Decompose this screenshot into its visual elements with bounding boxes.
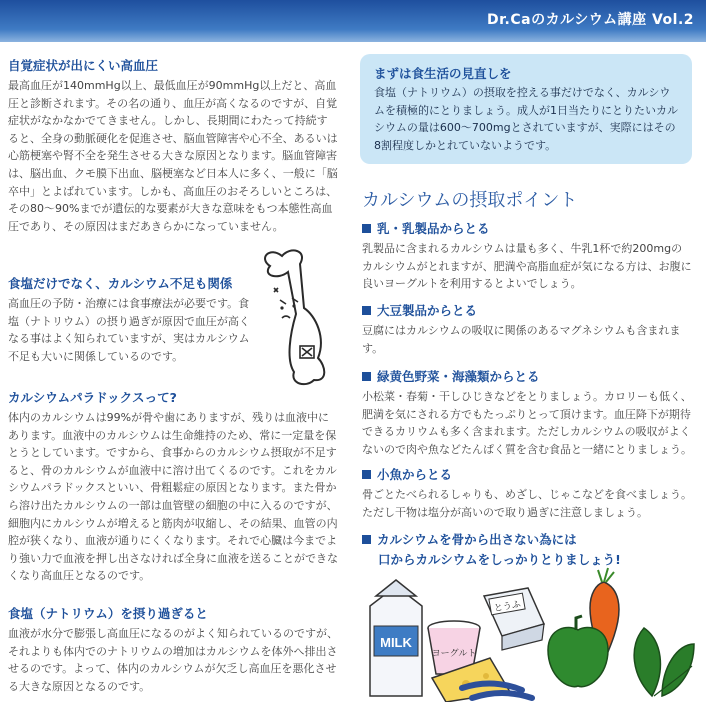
section-body: 高血圧の予防・治療には食事療法が必要です。食塩（ナトリウム）の摂り過ぎが原因で血圧が高くなる事はよく知られていますが、実はカルシウム不足も大いに関係しているのです。 (8, 297, 250, 363)
point-soy (362, 302, 692, 357)
section-salt-calcium (8, 274, 258, 365)
section-body: 最高血圧が140mmHg以上、最低血圧が90mmHg以上だと、高血圧と診断されます。その名の通り、血圧が高くなるのですが、自覚症状がなかなかでてきません。しかし、長期間にわたって持続すると、全身の動脈硬化を促進させ、脳血管障害や心不全、あるいは心筋梗塞や腎不全を発生させる大きな原因となります。脳血管障害は、脳出血、クモ膜下出血、脳梗塞など日本人に多く、一般に「脳卒中」とよばれています。しかも、高血圧のおそろしいところは、その80～90%までが遺伝的な要素が大きな意味をもつ本態性高血圧であり、その原因はまだあきらかになっていません。 (8, 79, 338, 233)
section-body: 体内のカルシウムは99%が骨や歯にありますが、残りは血液中にあります。血液中のカルシウムは生命維持のため、常に一定量を保とうとしています。ですから、食事からのカルシウム摂取が不足すると、骨のカルシウムが血液中に溶け出てくるのです。これをカルシウムパラドックスといい、骨粗鬆症の原因となります。また骨から溶け出たカルシウムの一部は血管壁の細胞の中に入るのですが、細胞内にカルシウムが増えると筋肉が収縮し、その結果、血管の内腔が狭くなり、血液が通りにくくなります。それで心臓は今までより強い力で血液を押し出さなければ全身に血液を送ることができなくなり高血圧となるのです。 (8, 411, 338, 583)
intake-points-title: カルシウムの摂取ポイント (362, 190, 578, 211)
point-body: 豆腐にはカルシウムの吸収に関係のあるマグネシウムも含まれます。 (362, 324, 681, 355)
svg-text:ヨーグルト: ヨーグルト (431, 649, 477, 659)
point-body: 骨ごとたべられるしゃりも、めざし、じゃこなどを食べましょう。ただし干物は塩分が高いので取り過ぎに注意しましょう。 (362, 488, 692, 519)
slogan-line-1: カルシウムを骨から出さない為には (377, 532, 577, 547)
section-heading: 食塩（ナトリウム）を摂り過ぎると (8, 606, 208, 621)
bullet-square-icon (362, 306, 371, 315)
callout-heading: まずは食生活の見直しを (374, 66, 512, 81)
section-heading: 自覚症状が出にくい高血圧 (8, 58, 159, 73)
bullet-square-icon (362, 224, 371, 233)
point-body: 小松菜・春菊・干しひじきなどをとりましょう。カロリーも低く、肥満を気にされる方でもたっぷりとって頂けます。血圧降下が期待できるカリウムも多く含まれます。ただしカルシウムの吸収がよくないので肉や魚などたんぱく質を含む食品と一緒にとりましょう。 (362, 390, 692, 456)
point-dairy (362, 220, 692, 293)
eye-icon (280, 306, 283, 309)
eye-icon (292, 304, 295, 307)
point-heading: 小魚からとる (377, 467, 453, 482)
milk-carton-icon (370, 580, 422, 696)
header-banner (0, 0, 706, 42)
callout-box (360, 54, 692, 164)
point-heading: 大豆製品からとる (377, 303, 478, 318)
spinach-icon (634, 628, 694, 696)
point-vegetables (362, 368, 692, 458)
point-body: 乳製品に含まれるカルシウムは量も多く、牛乳1杯で約200mgのカルシウムがとれますが、肥満や高脂血症が気になる方は、お腹に良いヨーグルトを利用するとよいでしょう。 (362, 242, 692, 291)
svg-text:とうふ: とうふ (493, 599, 522, 615)
bullet-square-icon (362, 372, 371, 381)
point-small-fish (362, 466, 692, 521)
tofu-pack-icon (484, 588, 544, 650)
section-heading: 食塩だけでなく、カルシウム不足も関係 (8, 276, 233, 291)
bullet-square-icon (362, 535, 371, 544)
section-heading: カルシウムパラドックスって? (8, 390, 177, 405)
bone-character-illustration (256, 248, 340, 388)
point-heading: 乳・乳製品からとる (377, 221, 490, 236)
food-illustration (362, 566, 698, 702)
section-hypertension (8, 56, 338, 235)
series-title: Dr.Caのカルシウム講座 Vol.2 (487, 12, 694, 28)
section-excess-salt (8, 604, 338, 695)
bullet-square-icon (362, 470, 371, 479)
point-heading: 緑黄色野菜・海藻類からとる (377, 369, 540, 384)
slogan-line-2: 口からカルシウムをしっかりとりましょう! (378, 552, 621, 567)
section-body: 血液が水分で膨張し高血圧になるのがよく知られているのですが、それよりも体内でのナトリウムの増加はカルシウムを体外へ排出させるのです。よって、体内のカルシウムが欠乏し高血圧を悪化させる大きな原因となるのです。 (8, 627, 338, 693)
callout-body: 食塩（ナトリウム）の摂取を控える事だけでなく、カルシウムを積極的にとりましょう。成人が1日当たりにとりたいカルシウムの量は600～700mgとされていますが、実際にはその8割程度しかとれていないようです。 (374, 86, 678, 152)
svg-text:MILK: MILK (380, 635, 412, 650)
section-calcium-paradox (8, 388, 338, 585)
slogan (362, 530, 621, 570)
